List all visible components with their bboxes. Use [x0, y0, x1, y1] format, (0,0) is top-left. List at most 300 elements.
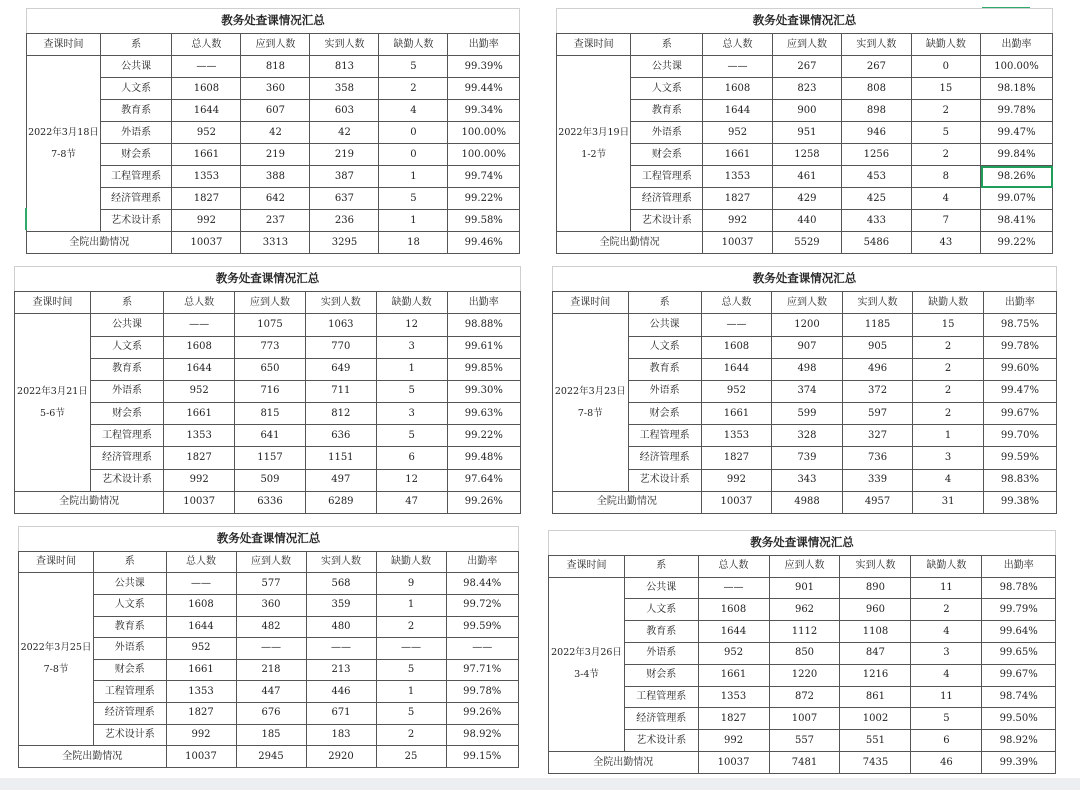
total-count: 992	[703, 210, 772, 232]
attendance-rate: 99.78%	[981, 100, 1053, 122]
check-time-cell	[553, 314, 629, 491]
absent-count: 3	[911, 643, 982, 665]
absent-count: 3	[376, 336, 447, 358]
check-time-cell	[549, 577, 625, 752]
totals-actual-count: 4957	[842, 491, 913, 513]
actual-header: 实到人数	[305, 292, 376, 314]
absent-count: 4	[913, 469, 984, 491]
totals-absent-count: 46	[911, 752, 982, 774]
totals-row	[553, 491, 1057, 513]
attendance-rate: 98.78%	[982, 577, 1056, 599]
absent-count: 15	[913, 314, 984, 336]
table-row	[553, 469, 1057, 491]
dept-name: 工程管理系	[100, 166, 171, 188]
summary-table-0321	[14, 266, 521, 514]
total-count: 1661	[164, 403, 235, 425]
dept-name: 工程管理系	[628, 425, 701, 447]
dept-name: 工程管理系	[90, 425, 163, 447]
actual-count: 551	[840, 730, 911, 752]
attendance-rate: 99.65%	[982, 643, 1056, 665]
summary-table-0325	[18, 526, 519, 768]
totals-total-count: 10037	[164, 491, 235, 513]
expected-count: 185	[236, 724, 306, 746]
attendance-rate: 98.88%	[447, 314, 520, 336]
total-count: 1608	[703, 78, 772, 100]
expected-count: 650	[235, 358, 306, 380]
table-row	[557, 144, 1053, 166]
expected-count: 900	[772, 100, 841, 122]
actual-count: 636	[305, 425, 376, 447]
actual-header: 实到人数	[310, 34, 379, 56]
total-count: 1644	[698, 621, 769, 643]
total-count: 952	[701, 380, 772, 402]
title-row	[553, 267, 1057, 292]
table-row	[557, 166, 1053, 188]
rate-header: 出勤率	[983, 292, 1056, 314]
actual-count: 813	[310, 56, 379, 78]
check-time-cell	[15, 314, 91, 491]
attendance-table	[556, 8, 1053, 254]
absent-count: 5	[379, 56, 448, 78]
expected-count: 823	[772, 78, 841, 100]
actual-count: ——	[306, 638, 376, 660]
attendance-rate: 99.61%	[447, 336, 520, 358]
actual-count: 808	[842, 78, 911, 100]
expected-count: 850	[769, 643, 840, 665]
attendance-rate: 99.22%	[448, 188, 520, 210]
expected-count: 901	[769, 577, 840, 599]
actual-count: 425	[842, 188, 911, 210]
total-header: 总人数	[164, 292, 235, 314]
time-header: 查课时间	[19, 551, 94, 573]
actual-count: 387	[310, 166, 379, 188]
total-count: 992	[698, 730, 769, 752]
table-row	[549, 730, 1056, 752]
attendance-rate: 99.30%	[447, 380, 520, 402]
check-period: 7-8节	[51, 148, 76, 160]
title-row	[557, 9, 1053, 34]
table-title: 教务处查课情况汇总	[15, 267, 521, 292]
absent-header: 缺勤人数	[376, 551, 446, 573]
dept-header: 系	[100, 34, 171, 56]
actual-count: 946	[842, 122, 911, 144]
attendance-rate: 98.92%	[446, 724, 519, 746]
actual-count: 372	[842, 380, 913, 402]
attendance-rate: 99.70%	[983, 425, 1056, 447]
attendance-rate: 99.26%	[446, 703, 519, 725]
total-header: 总人数	[166, 551, 236, 573]
attendance-rate: 99.34%	[448, 100, 520, 122]
attendance-table	[548, 530, 1056, 774]
absent-count: 5	[376, 425, 447, 447]
actual-header: 实到人数	[842, 292, 913, 314]
totals-absent-count: 25	[376, 746, 446, 768]
total-count: 1608	[164, 336, 235, 358]
expected-count: 218	[236, 659, 306, 681]
totals-attendance-rate: 99.39%	[982, 752, 1056, 774]
table-row	[19, 681, 519, 703]
table-row	[19, 659, 519, 681]
total-count: 1827	[164, 447, 235, 469]
table-row	[19, 616, 519, 638]
actual-count: 1185	[842, 314, 913, 336]
totals-actual-count: 5486	[842, 232, 911, 254]
actual-count: 1063	[305, 314, 376, 336]
table-title: 教务处查课情况汇总	[553, 267, 1057, 292]
dept-name: 外语系	[625, 643, 699, 665]
totals-label: 全院出勤情况	[19, 746, 167, 768]
title-row	[15, 267, 521, 292]
actual-count: 480	[306, 616, 376, 638]
actual-count: 1002	[840, 708, 911, 730]
actual-count: 433	[842, 210, 911, 232]
attendance-rate: 99.85%	[447, 358, 520, 380]
total-count: 1644	[701, 358, 772, 380]
expected-count: 1157	[235, 447, 306, 469]
attendance-rate: 99.60%	[983, 358, 1056, 380]
table-row	[557, 56, 1053, 78]
actual-count: 497	[305, 469, 376, 491]
dept-name: 外语系	[628, 380, 701, 402]
expected-count: 1220	[769, 664, 840, 686]
absent-count: 6	[376, 447, 447, 469]
totals-label: 全院出勤情况	[15, 491, 164, 513]
expected-count: 498	[772, 358, 843, 380]
dept-name: 财会系	[628, 403, 701, 425]
absent-count: 5	[911, 708, 982, 730]
expected-count: 328	[772, 425, 843, 447]
table-row	[557, 78, 1053, 100]
totals-actual-count: 7435	[840, 752, 911, 774]
actual-count: 42	[310, 122, 379, 144]
bottom-scroll-strip	[0, 778, 1080, 790]
totals-label: 全院出勤情况	[553, 491, 702, 513]
expected-header: 应到人数	[236, 551, 306, 573]
actual-count: 267	[842, 56, 911, 78]
attendance-rate: 98.26%	[981, 166, 1053, 188]
time-header: 查课时间	[553, 292, 629, 314]
table-row	[549, 708, 1056, 730]
expected-count: 676	[236, 703, 306, 725]
totals-total-count: 10037	[166, 746, 236, 768]
expected-count: 509	[235, 469, 306, 491]
expected-count: 642	[241, 188, 310, 210]
dept-name: 艺术设计系	[94, 724, 167, 746]
table-row	[27, 56, 520, 78]
dept-header: 系	[625, 555, 699, 577]
dept-name: 教育系	[625, 621, 699, 643]
totals-expected-count: 3313	[241, 232, 310, 254]
time-header: 查课时间	[557, 34, 631, 56]
total-count: 1608	[166, 594, 236, 616]
expected-count: 219	[241, 144, 310, 166]
attendance-rate: 99.48%	[447, 447, 520, 469]
table-row	[27, 166, 520, 188]
dept-name: 教育系	[628, 358, 701, 380]
summary-table-0323	[552, 266, 1057, 514]
total-count: 1644	[172, 100, 241, 122]
dept-name: 教育系	[100, 100, 171, 122]
dept-name: 外语系	[90, 380, 163, 402]
total-count: 1608	[172, 78, 241, 100]
actual-count: 446	[306, 681, 376, 703]
expected-header: 应到人数	[772, 292, 843, 314]
total-count: 992	[166, 724, 236, 746]
total-count: 1827	[698, 708, 769, 730]
totals-row	[19, 746, 519, 768]
actual-count: 183	[306, 724, 376, 746]
totals-absent-count: 43	[911, 232, 980, 254]
actual-header: 实到人数	[840, 555, 911, 577]
dept-name: 财会系	[90, 403, 163, 425]
actual-count: 711	[305, 380, 376, 402]
actual-header: 实到人数	[842, 34, 911, 56]
totals-expected-count: 7481	[769, 752, 840, 774]
dept-name: 外语系	[100, 122, 171, 144]
absent-count: 4	[911, 188, 980, 210]
actual-count: 359	[306, 594, 376, 616]
absent-count: 9	[376, 573, 446, 595]
absent-count: 1	[379, 210, 448, 232]
check-period: 7-8节	[43, 664, 69, 676]
dept-name: 经济管理系	[625, 708, 699, 730]
totals-attendance-rate: 99.26%	[447, 491, 520, 513]
totals-label: 全院出勤情况	[557, 232, 703, 254]
actual-count: 890	[840, 577, 911, 599]
total-count: 1353	[164, 425, 235, 447]
attendance-rate: 99.63%	[447, 403, 520, 425]
attendance-rate: 99.07%	[981, 188, 1053, 210]
dept-name: 教育系	[90, 358, 163, 380]
dept-name: 艺术设计系	[628, 469, 701, 491]
total-count: 1608	[698, 599, 769, 621]
expected-count: 1258	[772, 144, 841, 166]
absent-count: 4	[911, 621, 982, 643]
attendance-rate: 99.58%	[448, 210, 520, 232]
dept-name: 经济管理系	[628, 447, 701, 469]
actual-count: 637	[310, 188, 379, 210]
actual-count: 1108	[840, 621, 911, 643]
absent-count: 12	[376, 314, 447, 336]
check-time-cell	[557, 56, 631, 232]
expected-count: 447	[236, 681, 306, 703]
header-row	[549, 555, 1056, 577]
selection-marker-left	[25, 208, 27, 230]
check-period: 3-4节	[574, 669, 599, 681]
dept-name: 经济管理系	[100, 188, 171, 210]
absent-header: 缺勤人数	[913, 292, 984, 314]
absent-count: 0	[379, 122, 448, 144]
expected-count: 1112	[769, 621, 840, 643]
dept-name: 公共课	[625, 577, 699, 599]
totals-expected-count: 2945	[236, 746, 306, 768]
absent-count: 5	[376, 380, 447, 402]
actual-count: 496	[842, 358, 913, 380]
absent-count: 7	[911, 210, 980, 232]
totals-expected-count: 5529	[772, 232, 841, 254]
table-row	[19, 724, 519, 746]
absent-count: 12	[376, 469, 447, 491]
total-count: 1353	[703, 166, 772, 188]
expected-count: 773	[235, 336, 306, 358]
table-row	[19, 594, 519, 616]
expected-count: 557	[769, 730, 840, 752]
total-count: 1827	[166, 703, 236, 725]
expected-count: 440	[772, 210, 841, 232]
rate-header: 出勤率	[981, 34, 1053, 56]
header-row	[557, 34, 1053, 56]
absent-header: 缺勤人数	[911, 555, 982, 577]
table-row	[553, 447, 1057, 469]
attendance-rate: 99.39%	[448, 56, 520, 78]
expected-header: 应到人数	[769, 555, 840, 577]
absent-count: 1	[376, 358, 447, 380]
dept-name: 艺术设计系	[631, 210, 703, 232]
totals-label: 全院出勤情况	[549, 752, 699, 774]
expected-count: 599	[772, 403, 843, 425]
attendance-rate: 99.67%	[983, 403, 1056, 425]
dept-name: 人文系	[625, 599, 699, 621]
time-header: 查课时间	[27, 34, 101, 56]
table-row	[19, 573, 519, 595]
expected-count: 716	[235, 380, 306, 402]
table-row	[19, 703, 519, 725]
absent-header: 缺勤人数	[379, 34, 448, 56]
absent-count: 3	[376, 403, 447, 425]
summary-table-0318	[26, 8, 520, 254]
dept-name: 工程管理系	[94, 681, 167, 703]
absent-count: 8	[911, 166, 980, 188]
rate-header: 出勤率	[446, 551, 519, 573]
attendance-rate: 98.83%	[983, 469, 1056, 491]
table-row	[15, 447, 521, 469]
absent-count: ——	[376, 638, 446, 660]
attendance-rate: 98.75%	[983, 314, 1056, 336]
absent-count: 1	[379, 166, 448, 188]
total-count: 952	[166, 638, 236, 660]
table-row	[15, 403, 521, 425]
absent-count: 5	[376, 703, 446, 725]
total-count: 1661	[166, 659, 236, 681]
expected-header: 应到人数	[772, 34, 841, 56]
time-header: 查课时间	[549, 555, 625, 577]
actual-count: 861	[840, 686, 911, 708]
attendance-rate: 98.74%	[982, 686, 1056, 708]
absent-count: 2	[913, 358, 984, 380]
title-row	[27, 9, 520, 34]
time-header: 查课时间	[15, 292, 91, 314]
totals-expected-count: 6336	[235, 491, 306, 513]
title-row	[19, 527, 519, 552]
total-count: 1827	[701, 447, 772, 469]
check-time-cell	[19, 573, 94, 746]
absent-count: 5	[376, 659, 446, 681]
dept-name: 财会系	[100, 144, 171, 166]
table-row	[19, 638, 519, 660]
attendance-rate: 99.47%	[983, 380, 1056, 402]
attendance-table	[18, 526, 519, 768]
dept-name: 公共课	[90, 314, 163, 336]
table-title: 教务处查课情况汇总	[549, 531, 1056, 556]
dept-name: 经济管理系	[631, 188, 703, 210]
table-row	[557, 210, 1053, 232]
actual-count: 671	[306, 703, 376, 725]
table-title: 教务处查课情况汇总	[557, 9, 1053, 34]
total-count: 992	[701, 469, 772, 491]
dept-name: 教育系	[631, 100, 703, 122]
actual-count: 568	[306, 573, 376, 595]
total-count: 1353	[701, 425, 772, 447]
attendance-rate: 98.92%	[982, 730, 1056, 752]
attendance-rate: 99.78%	[983, 336, 1056, 358]
dept-name: 经济管理系	[94, 703, 167, 725]
attendance-rate: 100.00%	[448, 144, 520, 166]
expected-count: 815	[235, 403, 306, 425]
absent-count: 1	[376, 594, 446, 616]
total-count: 1661	[703, 144, 772, 166]
totals-actual-count: 6289	[305, 491, 376, 513]
absent-count: 2	[913, 336, 984, 358]
expected-count: 951	[772, 122, 841, 144]
actual-count: 898	[842, 100, 911, 122]
expected-count: 429	[772, 188, 841, 210]
rate-header: 出勤率	[448, 34, 520, 56]
dept-name: 艺术设计系	[625, 730, 699, 752]
totals-row	[557, 232, 1053, 254]
table-row	[15, 469, 521, 491]
table-row	[549, 686, 1056, 708]
actual-count: 597	[842, 403, 913, 425]
totals-absent-count: 47	[376, 491, 447, 513]
expected-count: 1075	[235, 314, 306, 336]
totals-actual-count: 3295	[310, 232, 379, 254]
actual-count: 736	[842, 447, 913, 469]
absent-count: 11	[911, 577, 982, 599]
totals-total-count: 10037	[701, 491, 772, 513]
totals-total-count: 10037	[703, 232, 772, 254]
total-count: 952	[164, 380, 235, 402]
check-date: 2022年3月23日	[554, 385, 626, 397]
table-row	[553, 314, 1057, 336]
attendance-table	[552, 266, 1057, 514]
actual-count: 1216	[840, 664, 911, 686]
expected-count: 607	[241, 100, 310, 122]
actual-count: 1151	[305, 447, 376, 469]
totals-attendance-rate: 99.22%	[981, 232, 1053, 254]
actual-count: 358	[310, 78, 379, 100]
dept-name: 人文系	[628, 336, 701, 358]
absent-count: 0	[911, 56, 980, 78]
expected-count: 872	[769, 686, 840, 708]
rate-header: 出勤率	[982, 555, 1056, 577]
expected-count: 237	[241, 210, 310, 232]
absent-count: 0	[379, 144, 448, 166]
actual-count: 219	[310, 144, 379, 166]
dept-name: 公共课	[631, 56, 703, 78]
dept-name: 财会系	[625, 664, 699, 686]
expected-count: ——	[236, 638, 306, 660]
expected-count: 360	[236, 594, 306, 616]
attendance-rate: 99.79%	[982, 599, 1056, 621]
expected-count: 818	[241, 56, 310, 78]
table-title: 教务处查课情况汇总	[19, 527, 519, 552]
attendance-rate: 99.64%	[982, 621, 1056, 643]
attendance-rate: 100.00%	[981, 56, 1053, 78]
actual-count: 236	[310, 210, 379, 232]
actual-count: 770	[305, 336, 376, 358]
totals-absent-count: 31	[913, 491, 984, 513]
expected-count: 360	[241, 78, 310, 100]
